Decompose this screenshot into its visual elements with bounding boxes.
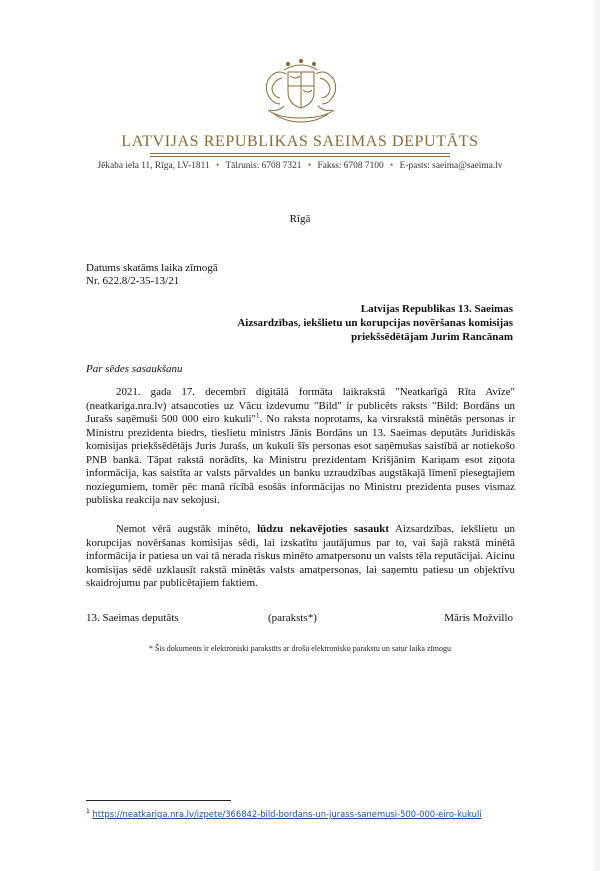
- paragraph-2-text-cont: Aizsardzības, iekšlietu un korupcijas novēršanas komisijas sēdi, lai izskatītu jautājumus par to, vai šajā rakstā minētā informācija ir patiesa un vai tā nerada riskus minēto amatpersonu un valsts tēla reputācijai. Aicinu komisijas sēdē uzklausīt rakstā minētās valsts amatpersonas, lai saņemtu patiesu un objektīvu skaidrojumu par publicētajiem faktiem.: [86, 523, 515, 589]
- footnote-reference: 1: [255, 411, 260, 420]
- recipient-line-3: priekšsēdētājam Jurim Rancānam: [351, 331, 513, 343]
- footnote: [86, 808, 482, 819]
- body-paragraph-2: [86, 523, 515, 591]
- separator: •: [389, 161, 394, 171]
- footnote-rule: [86, 800, 231, 801]
- signature-mark: (paraksts*): [268, 612, 317, 624]
- header-rule-top: [150, 153, 450, 154]
- e-signature-note: * Šis dokuments ir elektroniski parakstīts ar drošu elektronisko parakstu un satur laika zīmogu: [149, 644, 451, 653]
- paragraph-1-text: 2021. gada 17. decembrī digitālā formāta laikrakstā "Neatkarīgā Rīta Avīze" (neatkariga.nra.lv) atsaucoties uz Vācu izdevumu "Bild" ir publicēts raksts "Bild: Bordāns un Jurašs saņēmuši 500 000 eiro kukuli": [86, 386, 515, 425]
- date-line: Datums skatāms laika zīmogā: [86, 262, 218, 274]
- signer-role: 13. Saeimas deputāts: [86, 612, 179, 624]
- sender-contacts: [0, 161, 600, 171]
- sender-title: LATVIJAS REPUBLIKAS SAEIMAS DEPUTĀTS: [121, 133, 479, 150]
- paragraph-2-text: Ņemot vērā augstāk minēto,: [116, 523, 258, 535]
- separator: •: [307, 161, 312, 171]
- footnote-link[interactable]: https://neatkariga.nra.lv/izpete/366842-bild-bordans-un-jurass-sanemusi-500-000-eiro-kukuli: [92, 808, 482, 819]
- sender-email: E-pasts: saeima@saeima.lv: [399, 161, 503, 171]
- request-emphasis: lūdzu nekavējoties sasaukt: [257, 523, 389, 535]
- document-meta: [86, 262, 218, 288]
- sender-fax: Fakss: 6708 7100: [317, 161, 384, 171]
- paragraph-1-text-cont: . No raksta noprotams, ka virsrakstā minētās personas ir Ministru prezidenta biedrs, tieslietu ministrs Jānis Bordāns un 13. Saeimas deputāts Juridiskās komisijas priekšsēdētājs Juris Jurašs, un kukuli šīs personas esot saņēmušas saistībā ar notiekošo PNB bankā. Tāpat rakstā norādīts, ka Ministru prezidentam Krišjānim Kariņam esot ziņota informācija, kas saistīta ar valsts pārvaldes un banku uzraudzības augstākajā līmenī piesegtajiem noziegumiem, tomēr pēc manā rīcībā esošās informācijas no Ministru prezidenta puses vismaz publiska reakcija nav sekojusi.: [86, 413, 515, 506]
- place: Rīgā: [289, 213, 311, 225]
- header-rule-bottom: [150, 156, 450, 157]
- coat-of-arms-icon: [254, 56, 348, 128]
- page-edge: [594, 0, 600, 871]
- sender-phone: Tālrunis: 6708 7321: [225, 161, 302, 171]
- separator: •: [215, 161, 220, 171]
- recipient-line-2: Aizsardzības, iekšlietu un korupcijas novēršanas komisijas: [237, 317, 513, 329]
- recipient: [237, 302, 513, 344]
- subject: Par sēdes sasaukšanu: [86, 363, 183, 375]
- signer-name: Māris Možvillo: [444, 612, 513, 624]
- recipient-line-1: Latvijas Republikas 13. Saeimas: [360, 303, 513, 315]
- footnote-number: 1: [86, 808, 90, 815]
- document-number: Nr. 622.8/2-35-13/21: [86, 275, 180, 287]
- sender-address: Jēkaba iela 11, Rīga, LV-1811: [97, 161, 210, 171]
- body-paragraph-1: [86, 386, 515, 508]
